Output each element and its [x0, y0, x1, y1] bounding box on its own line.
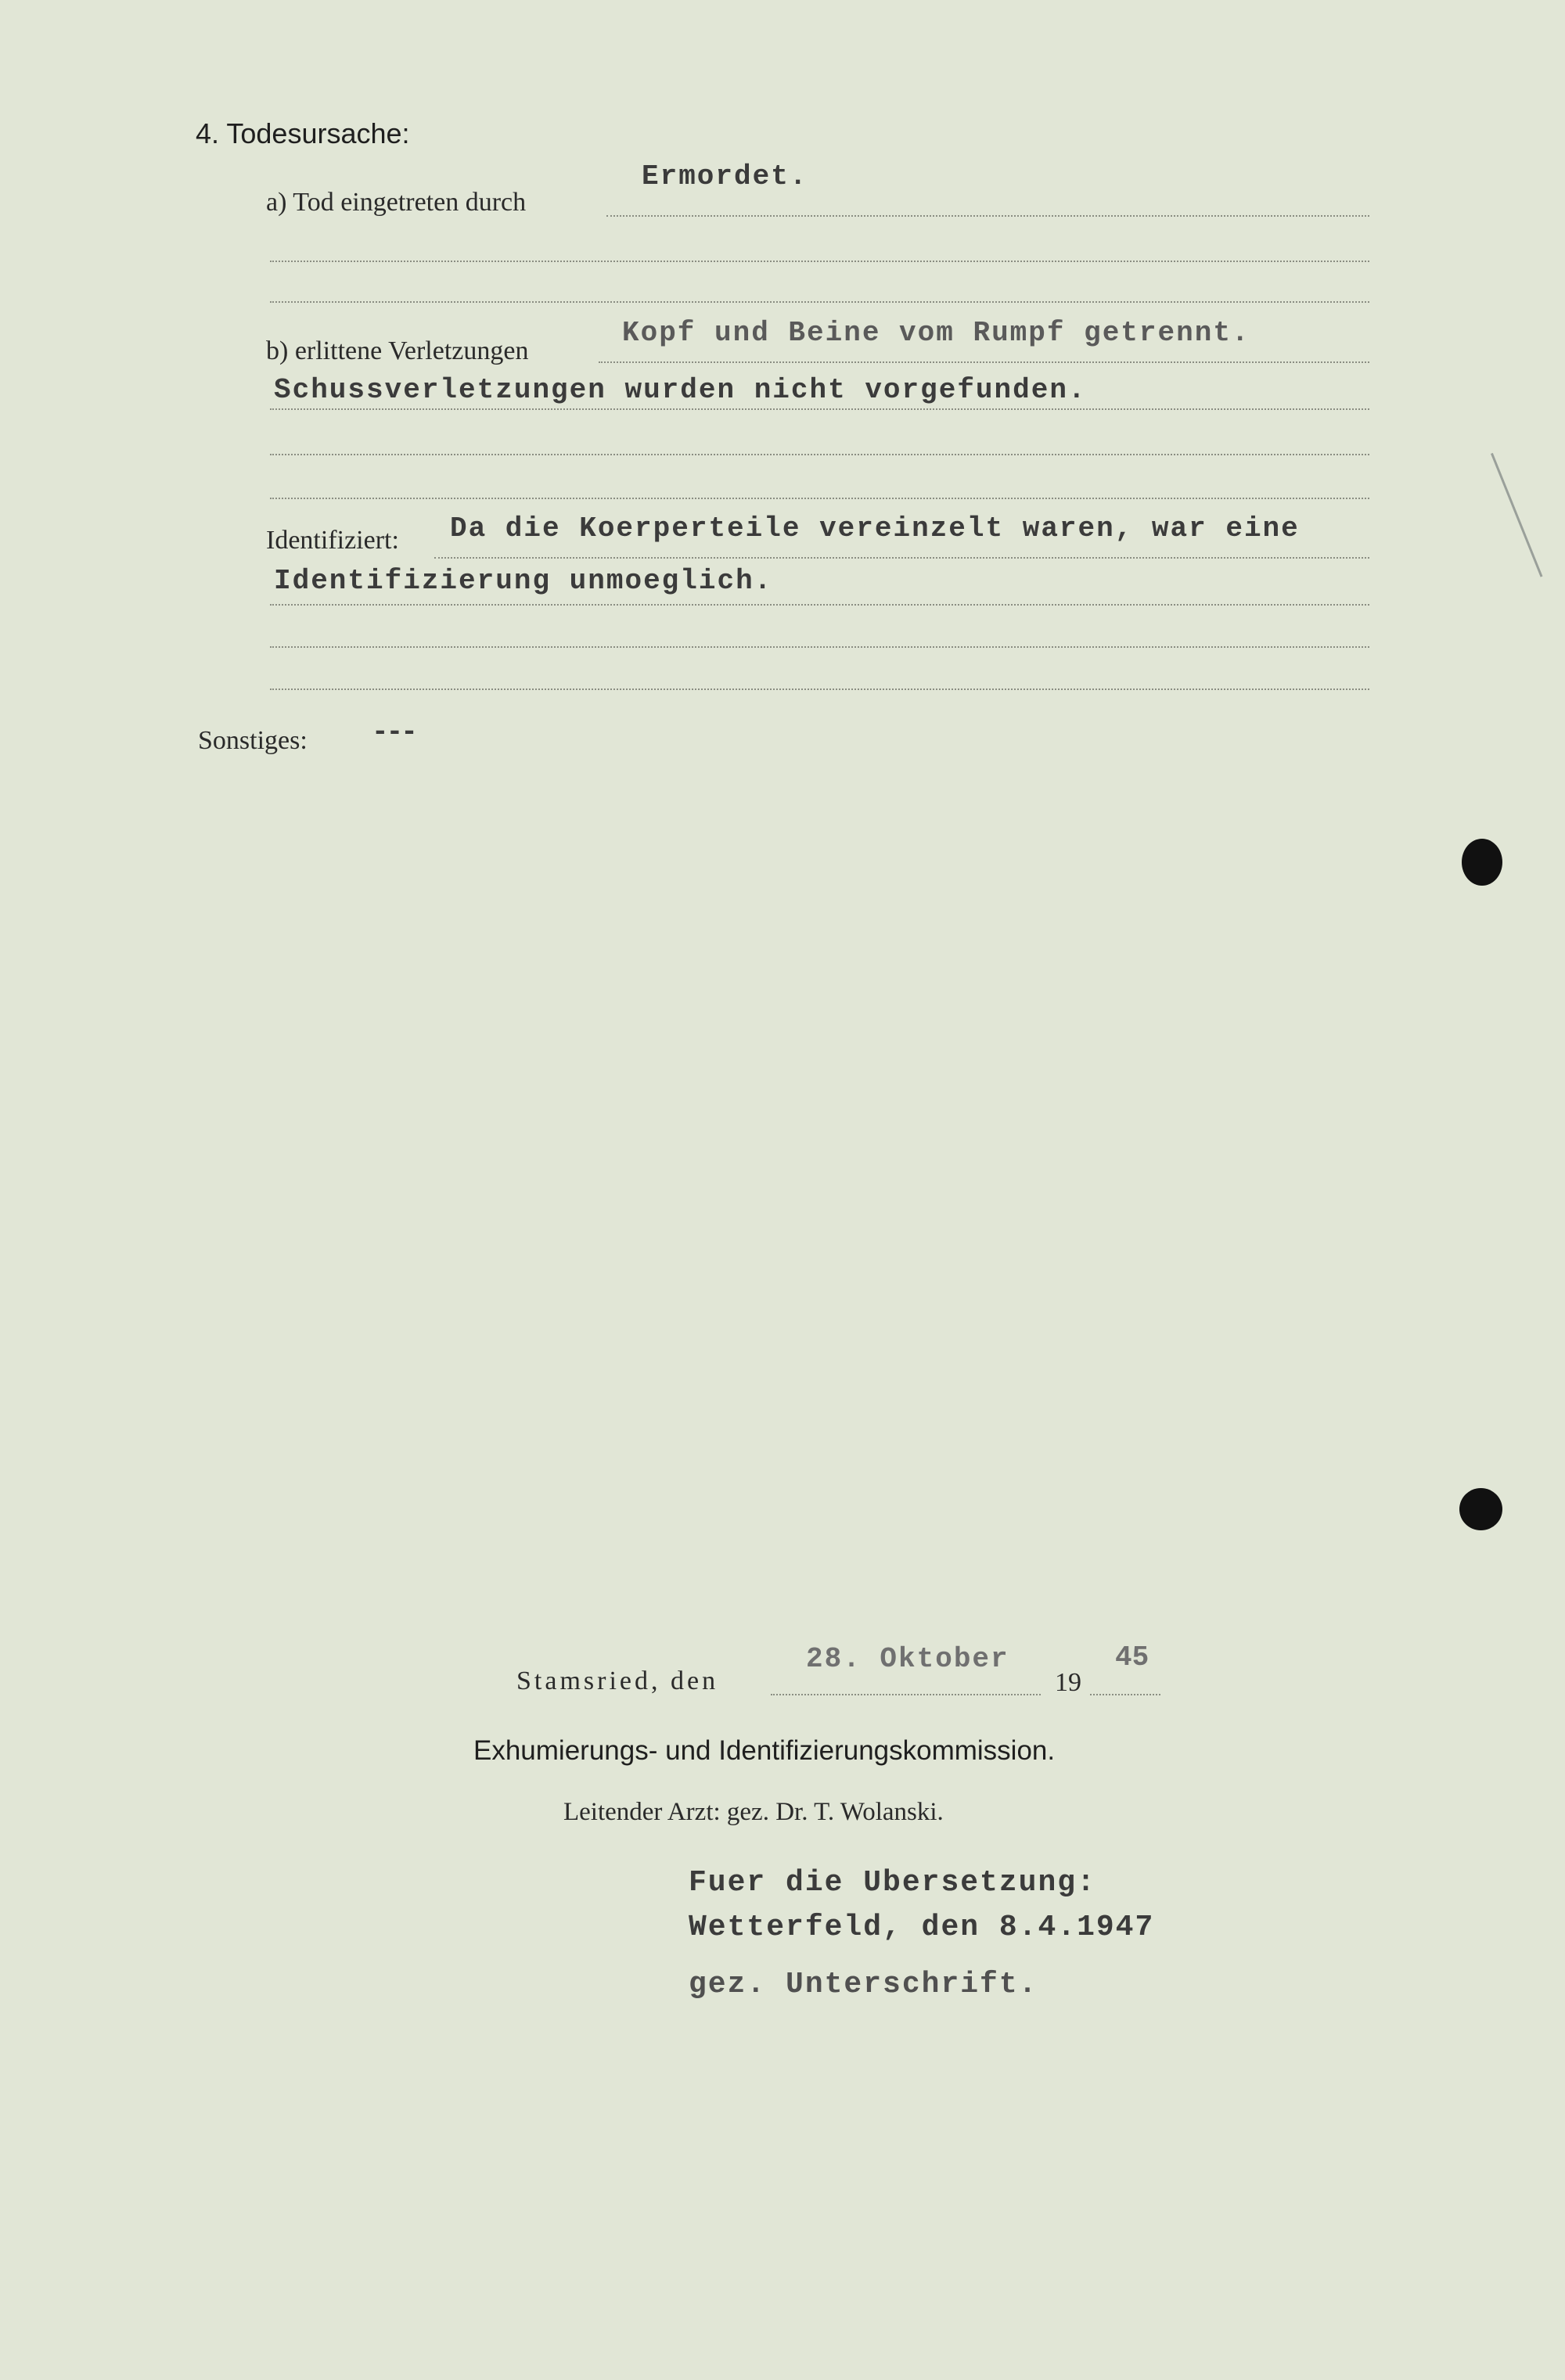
identified-label: Identifiziert: — [266, 526, 399, 555]
paper-crease — [1491, 453, 1542, 577]
identified-line — [434, 557, 1369, 559]
section-title: 4. Todesursache: — [196, 117, 410, 149]
cause-of-death-value: Ermordet. — [642, 160, 808, 192]
punch-hole — [1462, 839, 1502, 886]
blank-line — [270, 646, 1369, 648]
injuries-line — [599, 361, 1369, 363]
blank-line — [270, 408, 1369, 410]
misc-label: Sonstiges: — [198, 726, 308, 755]
translation-line3: gez. Unterschrift. — [689, 1968, 1038, 2001]
place-label: Stamsried, den — [516, 1666, 719, 1695]
blank-line — [270, 454, 1369, 455]
injuries-label: b) erlittene Verletzungen — [266, 336, 529, 365]
commission-title: Exhumierungs- und Identifizierungskommission. — [473, 1735, 1056, 1766]
blank-line — [270, 498, 1369, 499]
blank-line — [270, 261, 1369, 262]
identified-value-line2: Identifizierung unmoeglich. — [274, 565, 773, 597]
doctor-line: Leitender Arzt: gez. Dr. T. Wolanski. — [563, 1798, 944, 1826]
date-value: 28. Oktober — [806, 1643, 1009, 1675]
year-prefix: 19 — [1055, 1668, 1081, 1697]
blank-line — [270, 688, 1369, 690]
misc-value: --- — [372, 716, 416, 748]
translation-line1: Fuer die Ubersetzung: — [689, 1866, 1096, 1900]
cause-of-death-line — [606, 215, 1369, 217]
punch-hole — [1459, 1488, 1502, 1530]
injuries-value-line1: Kopf und Beine vom Rumpf getrennt. — [622, 317, 1250, 349]
identified-value-line1: Da die Koerperteile vereinzelt waren, war eine — [450, 512, 1300, 545]
injuries-value-line2: Schussverletzungen wurden nicht vorgefunden. — [274, 374, 1087, 406]
year-line — [1090, 1694, 1160, 1695]
year-value: 45 — [1115, 1641, 1149, 1674]
blank-line — [270, 301, 1369, 303]
date-line — [771, 1694, 1041, 1695]
cause-of-death-label: a) Tod eingetreten durch — [266, 188, 527, 217]
blank-line — [270, 604, 1369, 606]
translation-line2: Wetterfeld, den 8.4.1947 — [689, 1911, 1155, 1944]
